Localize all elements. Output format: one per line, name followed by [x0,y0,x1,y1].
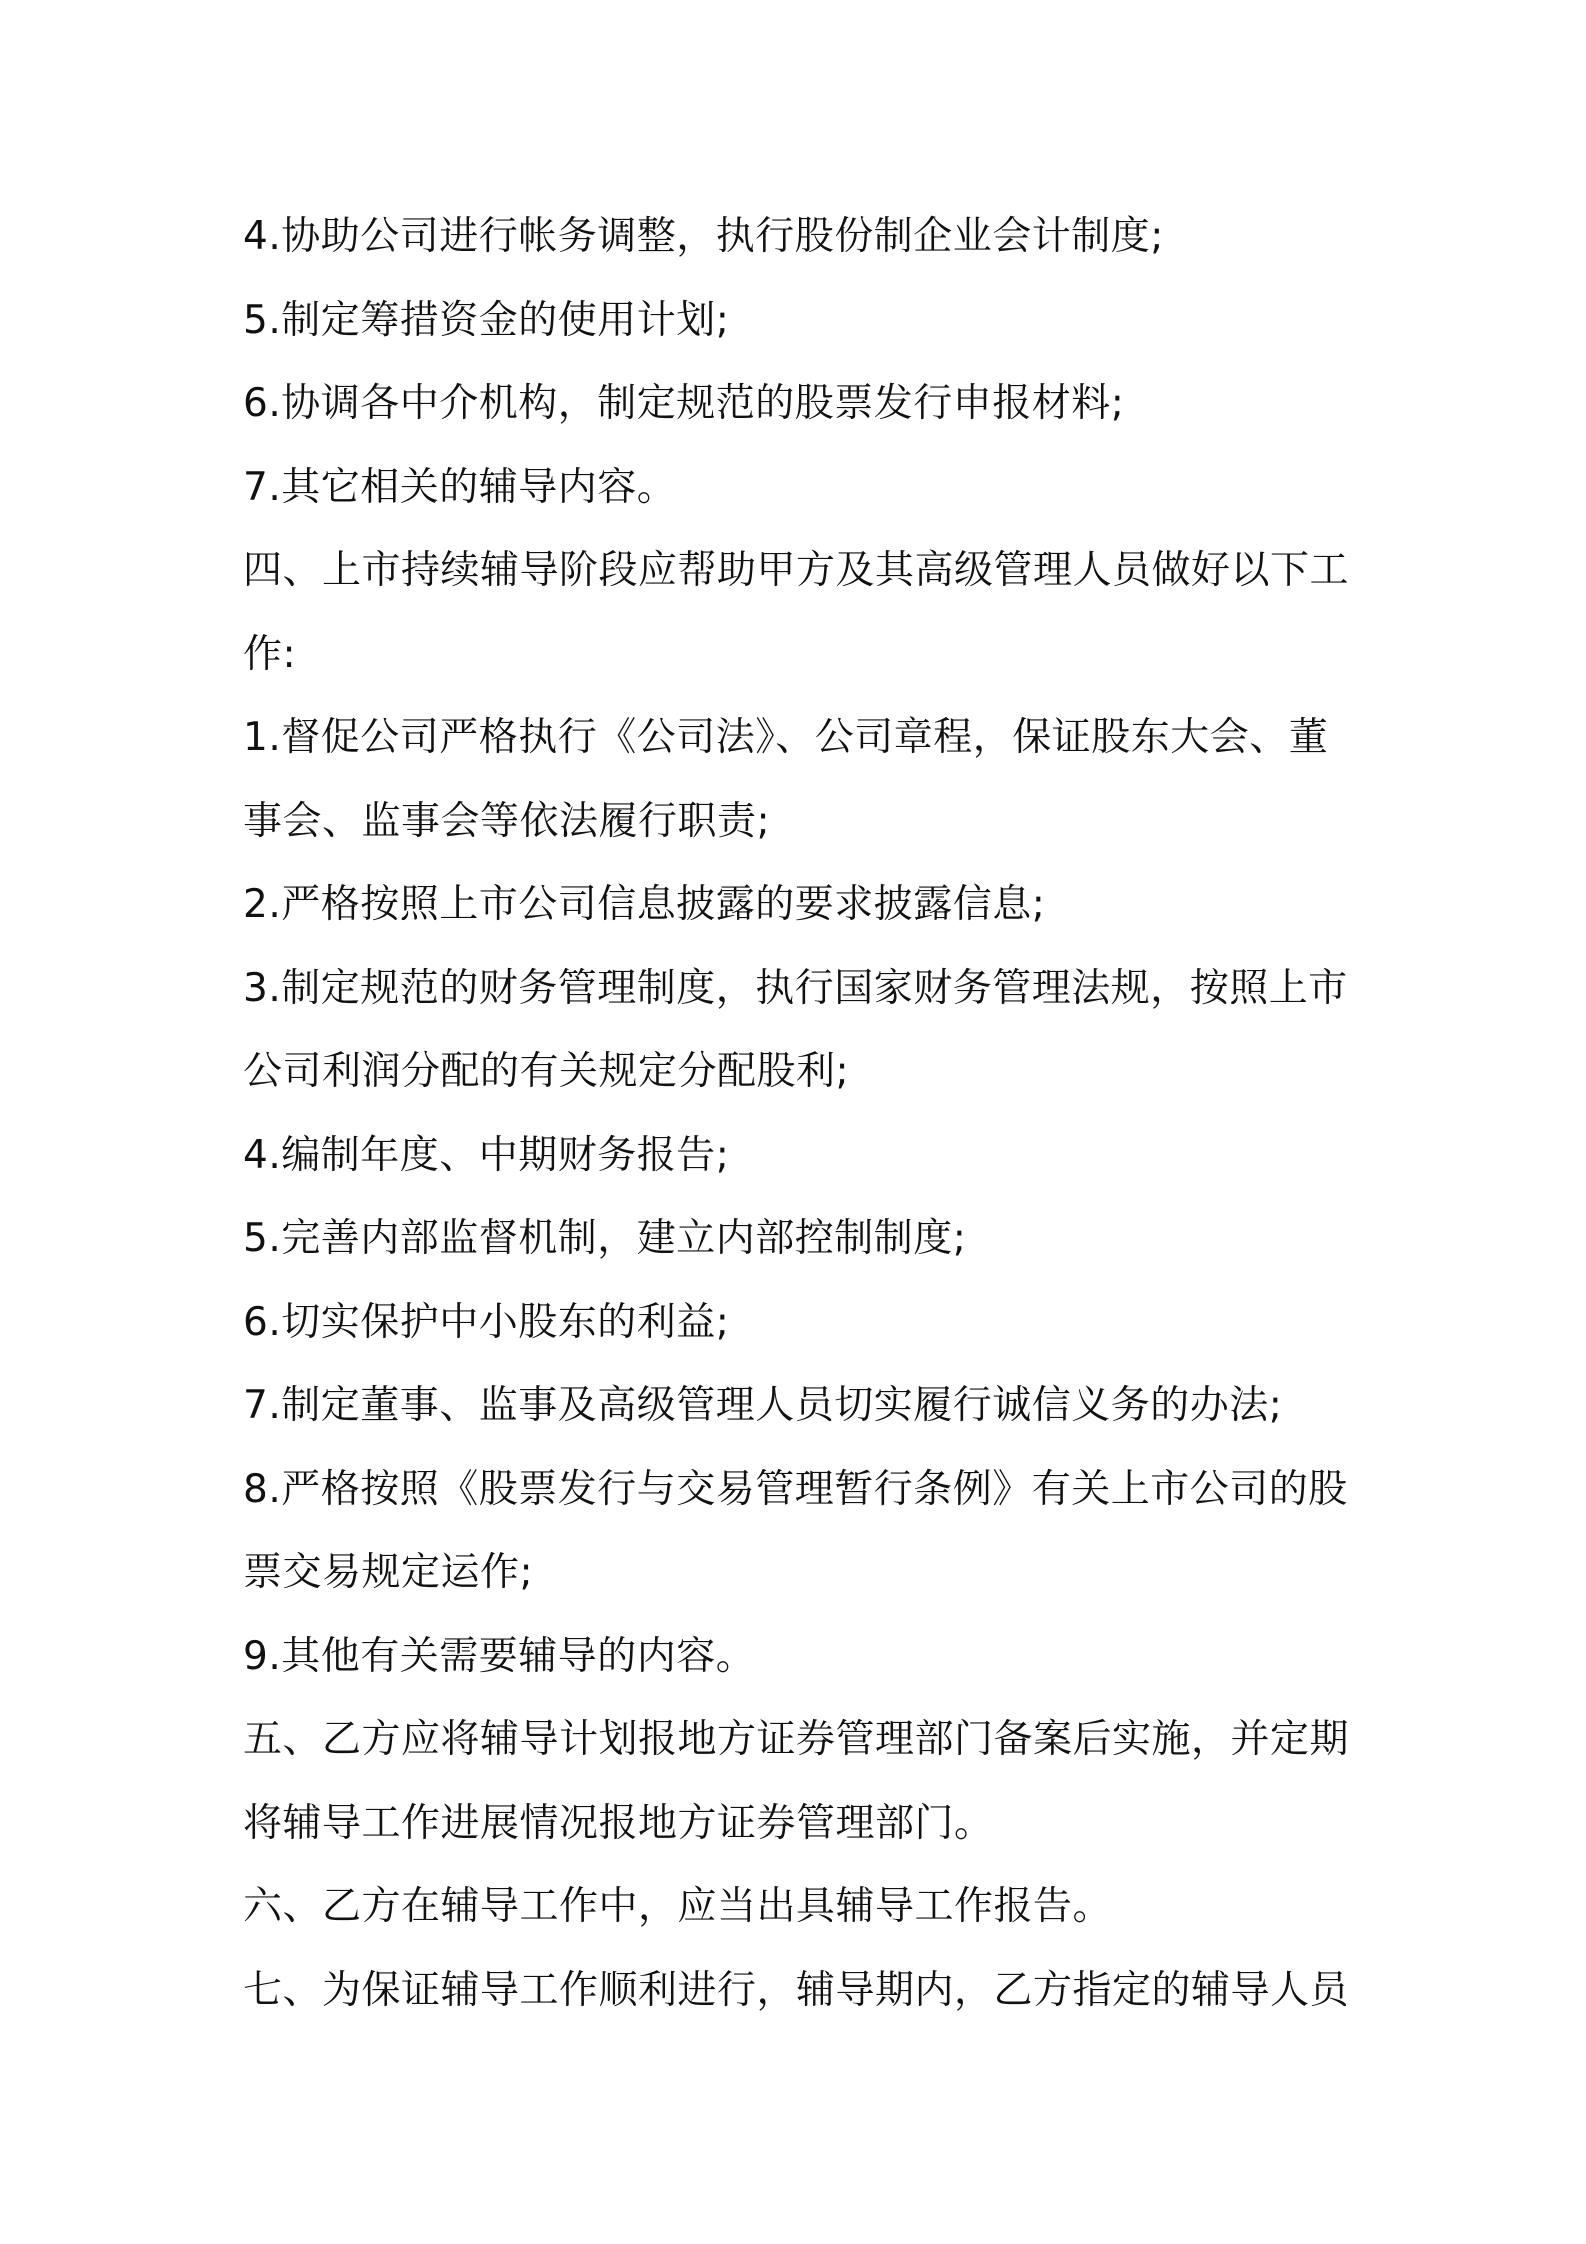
text-line: 将辅导工作进展情况报地方证券管理部门。 [243,1800,994,1846]
text-line: 6.切实保护中小股东的利益; [243,1299,730,1345]
text-line: 8.严格按照《股票发行与交易管理暂行条例》有关上市公司的股 [243,1466,1348,1512]
text-line: 公司利润分配的有关规定分配股利; [243,1049,850,1094]
section-heading: 七、为保证辅导工作顺利进行，辅导期内，乙方指定的辅导人员 [243,1967,1350,2013]
text-line: 7.其它相关的辅导内容。 [243,464,677,510]
text-line: 4.编制年度、中期财务报告; [243,1132,730,1178]
section-heading: 六、乙方在辅导工作中，应当出具辅导工作报告。 [243,1884,1113,1929]
text-line: 事会、监事会等依法履行职责; [243,798,771,844]
section-heading-continued: 作: [243,631,297,677]
text-line: 5.完善内部监督机制，建立内部控制制度; [243,1216,967,1261]
text-line: 6.协调各中介机构，制定规范的股票发行申报材料; [243,381,1125,426]
text-line: 5.制定筹措资金的使用计划; [243,297,730,343]
text-line: 3.制定规范的财务管理制度，执行国家财务管理法规，按照上市 [243,965,1348,1011]
text-line: 2.严格按照上市公司信息披露的要求披露信息; [243,882,1046,927]
text-line: 票交易规定运作; [243,1550,534,1595]
section-heading: 五、乙方应将辅导计划报地方证券管理部门备案后实施，并定期 [243,1717,1350,1762]
text-line: 7.制定董事、监事及高级管理人员切实履行诚信义务的办法; [243,1383,1283,1428]
document-body [243,195,1361,2032]
text-line: 1.督促公司严格执行《公司法》、公司章程，保证股东大会、董 [243,715,1329,760]
text-line: 9.其他有关需要辅导的内容。 [243,1633,756,1679]
section-heading: 四、上市持续辅导阶段应帮助甲方及其高级管理人员做好以下工 [243,548,1350,593]
text-line: 4.协助公司进行帐务调整，执行股份制企业会计制度; [243,214,1164,259]
